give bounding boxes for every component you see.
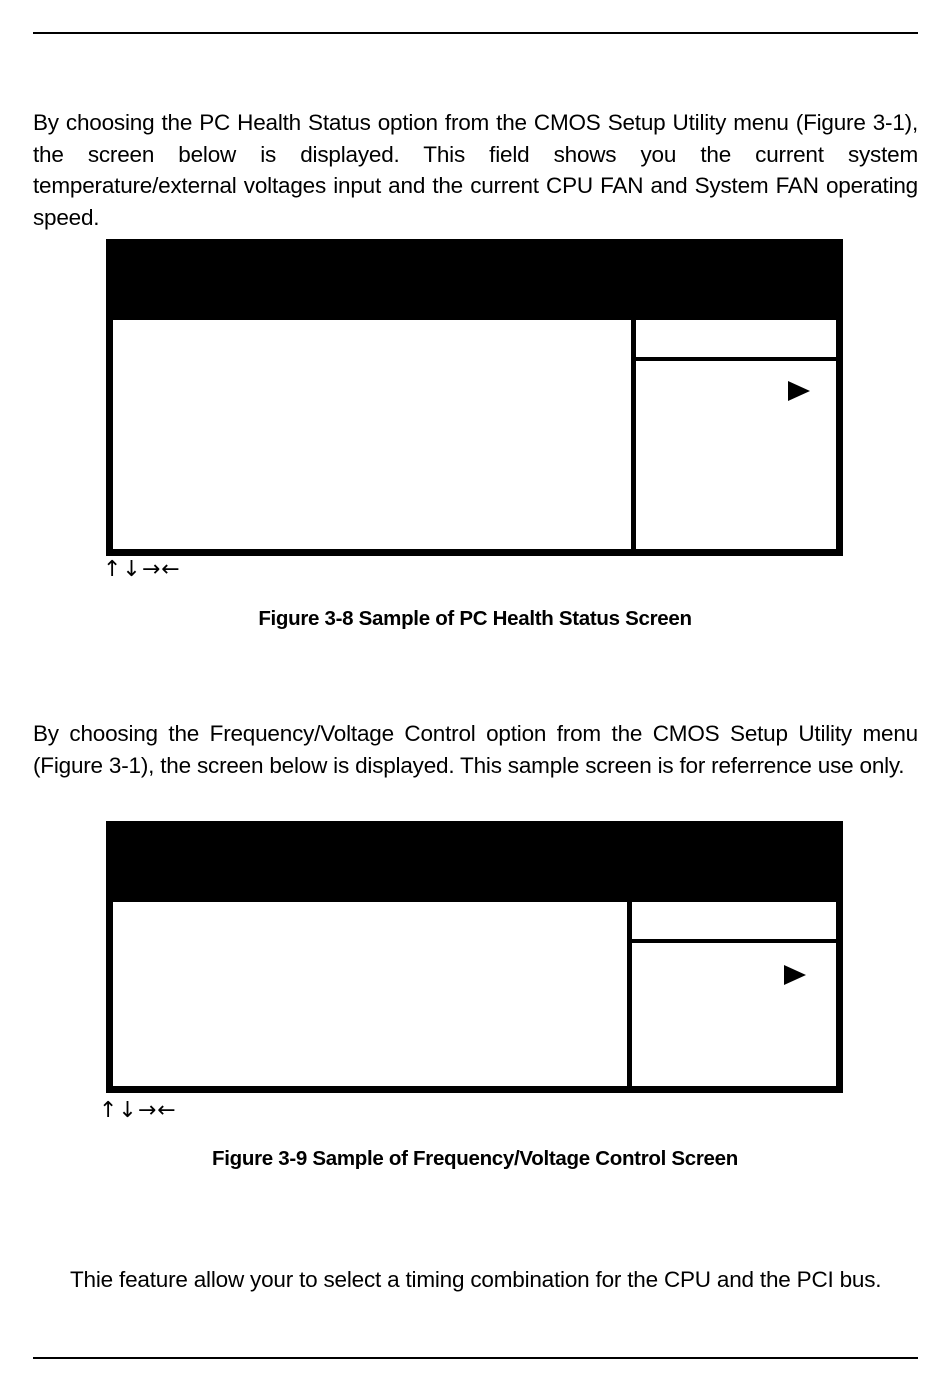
figure-caption: Figure 3-8 Sample of PC Health Status Screen: [258, 607, 692, 630]
paragraph-freq-voltage-intro: By choosing the Frequency/Voltage Control option from the CMOS Setup Utility menu (Figure 3-1), the screen below is displayed. This sample screen is for referrence use only.: [33, 721, 918, 778]
frequency-voltage-control-screen: [106, 821, 843, 1093]
screen-divider-horizontal: [636, 357, 836, 361]
paragraph-pc-health-intro: By choosing the PC Health Status option from the CMOS Setup Utility menu (Figure 3-1), the screen below is displayed. This field shows you the current system temperature/external voltages input and the current CPU FAN and System FAN operating speed.: [33, 110, 918, 230]
paragraph-timing-feature: Thie feature allow your to select a timing combination for the CPU and the PCI bus.: [70, 1267, 882, 1292]
bottom-rule: [33, 1357, 918, 1359]
screen-divider-vertical: [627, 902, 632, 1086]
screen-divider-vertical: [631, 320, 636, 549]
pc-health-status-screen: [106, 239, 843, 556]
screen-header-bar: [113, 246, 836, 320]
screen-header-bar: [113, 828, 836, 902]
screen-divider-horizontal: [632, 939, 843, 943]
top-rule: [33, 32, 918, 34]
navigation-arrow-keys: ↑↓→←: [103, 557, 181, 582]
right-triangle-icon: [788, 381, 810, 401]
right-triangle-icon: [784, 965, 806, 985]
figure-caption: Figure 3-9 Sample of Frequency/Voltage Control Screen: [212, 1147, 738, 1170]
navigation-arrow-keys: ↑↓→←: [99, 1098, 177, 1123]
